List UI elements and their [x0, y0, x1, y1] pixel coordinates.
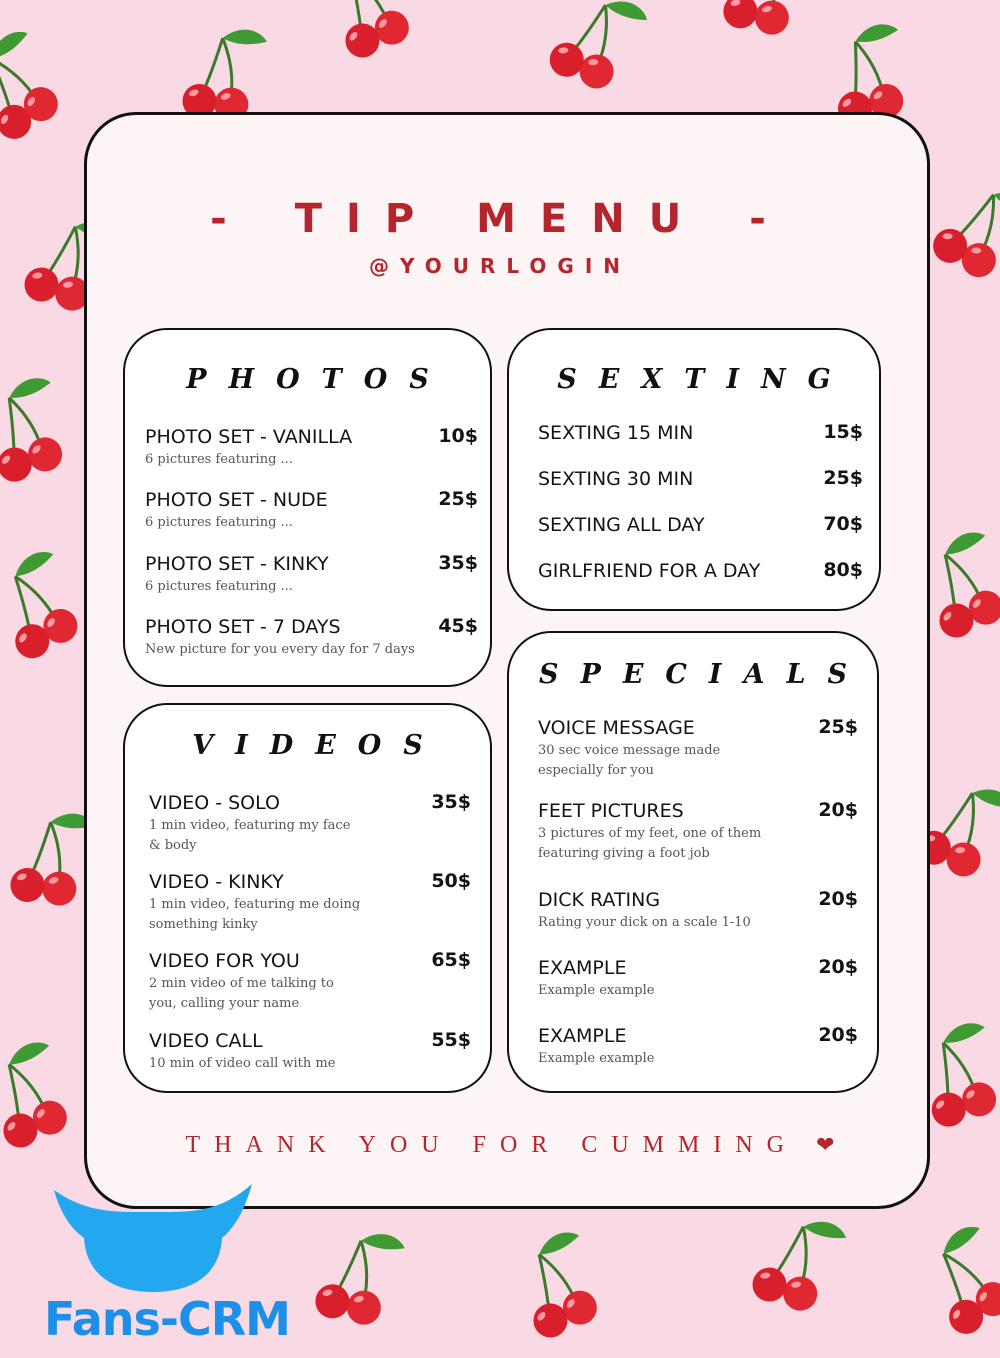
- item-price: 10$: [438, 425, 478, 447]
- item-desc: 30 sec voice message made especially for you: [538, 743, 721, 778]
- item-price: 20$: [818, 956, 858, 978]
- item-desc: 6 pictures featuring ...: [145, 452, 293, 467]
- item-price: 25$: [438, 488, 478, 510]
- item-name: PHOTO SET - VANILLA: [145, 426, 353, 448]
- item-name: VIDEO FOR YOU: [149, 950, 300, 972]
- item-price: 80$: [823, 559, 863, 581]
- item-price: 50$: [431, 870, 471, 892]
- item-name: VIDEO - SOLO: [149, 792, 281, 814]
- item-desc: Rating your dick on a scale 1-10: [538, 915, 751, 930]
- item-name: GIRLFRIEND FOR A DAY: [538, 560, 761, 582]
- item-name: PHOTO SET - KINKY: [145, 553, 329, 575]
- item-name: VIDEO CALL: [149, 1030, 263, 1052]
- thank-you-text: THANK YOU FOR CUMMING: [185, 1132, 799, 1158]
- logo-text: Fans-CRM: [44, 1292, 290, 1346]
- item-name: EXAMPLE: [538, 1025, 627, 1047]
- item-desc: 10 min of video call with me: [149, 1056, 336, 1071]
- item-name: VOICE MESSAGE: [538, 717, 695, 739]
- item-desc: New picture for you every day for 7 days: [145, 642, 415, 657]
- item-name: DICK RATING: [538, 889, 661, 911]
- item-price: 15$: [823, 421, 863, 443]
- item-desc: 1 min video, featuring me doing something kinky: [149, 897, 361, 932]
- item-name: SEXTING 15 MIN: [538, 422, 694, 444]
- item-price: 55$: [431, 1029, 471, 1051]
- photos-heading: PHOTOS: [186, 364, 451, 395]
- item-price: 20$: [818, 888, 858, 910]
- item-desc: 6 pictures featuring ...: [145, 515, 293, 530]
- item-price: 35$: [431, 791, 471, 813]
- item-price: 25$: [823, 467, 863, 489]
- title-dash-left: -: [210, 196, 251, 242]
- item-name: SEXTING ALL DAY: [538, 514, 705, 536]
- specials-heading: SPECIALS: [539, 659, 869, 690]
- item-name: FEET PICTURES: [538, 800, 684, 822]
- item-price: 20$: [818, 799, 858, 821]
- item-name: PHOTO SET - NUDE: [145, 489, 328, 511]
- thank-you-footer: [0, 1132, 1000, 1159]
- item-name: PHOTO SET - 7 DAYS: [145, 616, 341, 638]
- item-desc: 2 min video of me talking to you, calling your name: [149, 976, 334, 1011]
- heart-icon: ❤: [816, 1132, 835, 1157]
- item-name: SEXTING 30 MIN: [538, 468, 694, 490]
- photos-section: [123, 328, 492, 687]
- item-price: 20$: [818, 1024, 858, 1046]
- sexting-section: [507, 328, 881, 611]
- item-price: 45$: [438, 615, 478, 637]
- item-desc: Example example: [538, 983, 655, 998]
- item-desc: 6 pictures featuring ...: [145, 579, 293, 594]
- item-desc: 3 pictures of my feet, one of them featuring giving a foot job: [538, 826, 762, 861]
- specials-section: [507, 631, 879, 1093]
- item-desc: 1 min video, featuring my face & body: [149, 818, 351, 853]
- item-name: EXAMPLE: [538, 957, 627, 979]
- videos-heading: VIDEOS: [192, 730, 445, 761]
- item-price: 65$: [431, 949, 471, 971]
- sexting-heading: SEXTING: [557, 364, 853, 395]
- item-desc: Example example: [538, 1051, 655, 1066]
- title-text: TIP MENU: [294, 196, 706, 242]
- item-price: 25$: [818, 716, 858, 738]
- item-name: VIDEO - KINKY: [149, 871, 284, 893]
- page-title: [0, 196, 1000, 242]
- handle-text: @YOURLOGIN: [368, 254, 632, 278]
- videos-section: [123, 703, 492, 1093]
- item-price: 70$: [823, 513, 863, 535]
- item-price: 35$: [438, 552, 478, 574]
- title-dash-right: -: [749, 196, 790, 242]
